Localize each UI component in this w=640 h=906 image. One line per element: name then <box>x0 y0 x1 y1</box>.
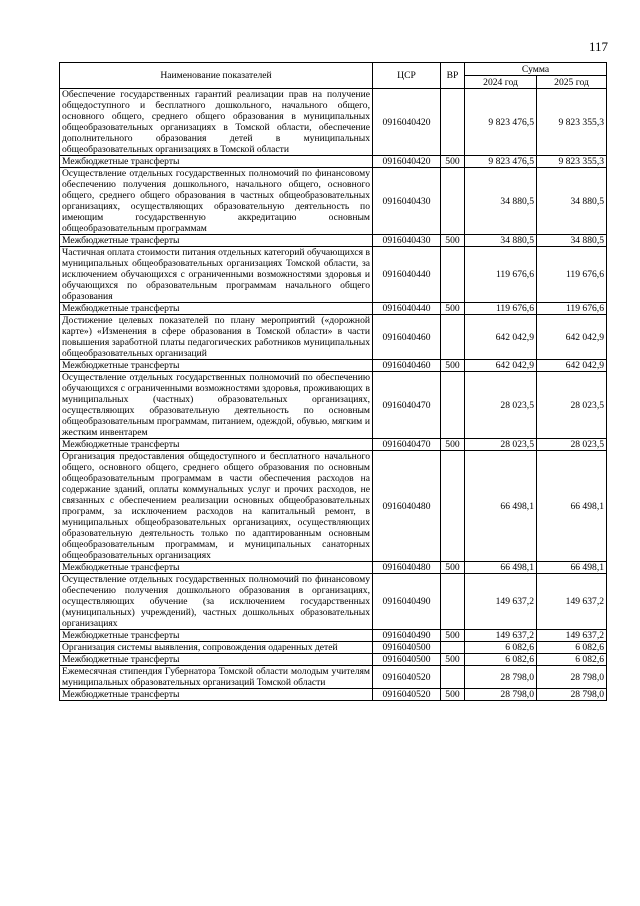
row-csr: 0916040490 <box>373 574 441 630</box>
row-name: Межбюджетные трансферты <box>60 562 373 574</box>
row-vr: 500 <box>441 689 465 701</box>
row-csr: 0916040520 <box>373 689 441 701</box>
row-vr <box>441 666 465 689</box>
row-name: Межбюджетные трансферты <box>60 630 373 642</box>
row-sum-2025: 28 023,5 <box>537 372 607 439</box>
header-sum: Сумма <box>465 63 607 76</box>
row-vr <box>441 642 465 654</box>
row-name: Межбюджетные трансферты <box>60 654 373 666</box>
table-row <box>60 372 607 439</box>
row-sum-2024: 34 880,5 <box>465 168 537 235</box>
row-sum-2025: 119 676,6 <box>537 247 607 303</box>
row-csr: 0916040470 <box>373 372 441 439</box>
row-sum-2025: 34 880,5 <box>537 168 607 235</box>
row-sum-2024: 149 637,2 <box>465 574 537 630</box>
row-csr: 0916040440 <box>373 303 441 315</box>
row-vr <box>441 451 465 562</box>
row-sum-2024: 6 082,6 <box>465 654 537 666</box>
row-sum-2025: 6 082,6 <box>537 642 607 654</box>
row-vr: 500 <box>441 562 465 574</box>
row-csr: 0916040480 <box>373 562 441 574</box>
row-name: Обеспечение государственных гарантий реализации прав на получение общедоступного и бесплатного дошкольного, начального общего, основного общего, среднего общего образования в муниципальных общеобразовательных организациях в Томской области, обеспечение дополнительного образования детей в муниципальных общеобразовательных организациях в Томской области <box>60 89 373 156</box>
row-vr <box>441 372 465 439</box>
table-row <box>60 168 607 235</box>
page-number: 117 <box>589 39 609 54</box>
row-csr: 0916040500 <box>373 642 441 654</box>
row-name: Частичная оплата стоимости питания отдельных категорий обучающихся в муниципальных общеобразовательных организациях Томской области, за исключением обучающихся с ограниченными возможностями здоровья и обучающихся по образовательным программам начального общего образования <box>60 247 373 303</box>
row-csr: 0916040430 <box>373 168 441 235</box>
row-csr: 0916040460 <box>373 360 441 372</box>
table-row <box>60 666 607 689</box>
table-row <box>60 642 607 654</box>
row-sum-2024: 66 498,1 <box>465 562 537 574</box>
row-sum-2025: 28 798,0 <box>537 666 607 689</box>
row-vr <box>441 574 465 630</box>
row-name: Межбюджетные трансферты <box>60 360 373 372</box>
row-csr: 0916040500 <box>373 654 441 666</box>
table-row <box>60 315 607 360</box>
row-vr <box>441 168 465 235</box>
table-header <box>60 63 607 89</box>
row-csr: 0916040440 <box>373 247 441 303</box>
row-sum-2024: 119 676,6 <box>465 303 537 315</box>
row-sum-2024: 34 880,5 <box>465 235 537 247</box>
row-vr: 500 <box>441 654 465 666</box>
row-name: Межбюджетные трансферты <box>60 689 373 701</box>
table-row <box>60 360 607 372</box>
row-sum-2025: 66 498,1 <box>537 562 607 574</box>
table-row <box>60 562 607 574</box>
row-vr: 500 <box>441 439 465 451</box>
row-sum-2024: 642 042,9 <box>465 315 537 360</box>
row-sum-2025: 149 637,2 <box>537 630 607 642</box>
row-name: Межбюджетные трансферты <box>60 235 373 247</box>
row-csr: 0916040520 <box>373 666 441 689</box>
table-row <box>60 303 607 315</box>
row-sum-2024: 642 042,9 <box>465 360 537 372</box>
row-sum-2025: 9 823 355,3 <box>537 156 607 168</box>
row-vr: 500 <box>441 303 465 315</box>
table-row <box>60 156 607 168</box>
row-sum-2025: 66 498,1 <box>537 451 607 562</box>
row-csr: 0916040460 <box>373 315 441 360</box>
row-sum-2025: 642 042,9 <box>537 360 607 372</box>
table-row <box>60 654 607 666</box>
row-csr: 0916040470 <box>373 439 441 451</box>
row-name: Межбюджетные трансферты <box>60 439 373 451</box>
row-vr <box>441 315 465 360</box>
row-vr: 500 <box>441 235 465 247</box>
row-sum-2025: 6 082,6 <box>537 654 607 666</box>
header-year-2024: 2024 год <box>465 76 537 89</box>
table-row <box>60 235 607 247</box>
row-name: Достижение целевых показателей по плану мероприятий («дорожной карте») «Изменения в сфере образования в Томской области» в части повышения заработной платы педагогических работников муниципальных общеобразовательных организаций <box>60 315 373 360</box>
row-sum-2024: 9 823 476,5 <box>465 89 537 156</box>
table-row <box>60 574 607 630</box>
table-row <box>60 630 607 642</box>
row-sum-2024: 149 637,2 <box>465 630 537 642</box>
row-sum-2025: 149 637,2 <box>537 574 607 630</box>
header-csr: ЦСР <box>373 63 441 89</box>
row-sum-2024: 6 082,6 <box>465 642 537 654</box>
row-sum-2024: 119 676,6 <box>465 247 537 303</box>
row-name: Осуществление отдельных государственных полномочий по финансовому обеспечению получения дошкольного образования в организациях, осуществляющих обучение (за исключением государственных (муниципальных) учреждений), частных дошкольных образовательных организациях <box>60 574 373 630</box>
table-body <box>60 89 607 701</box>
table-row <box>60 439 607 451</box>
row-sum-2025: 9 823 355,3 <box>537 89 607 156</box>
header-name: Наименование показателей <box>60 63 373 89</box>
row-sum-2024: 28 023,5 <box>465 439 537 451</box>
row-vr: 500 <box>441 630 465 642</box>
row-name: Межбюджетные трансферты <box>60 303 373 315</box>
row-csr: 0916040420 <box>373 89 441 156</box>
row-sum-2025: 642 042,9 <box>537 315 607 360</box>
table-row <box>60 89 607 156</box>
table-row <box>60 689 607 701</box>
table-row <box>60 247 607 303</box>
row-csr: 0916040420 <box>373 156 441 168</box>
row-vr: 500 <box>441 360 465 372</box>
row-name: Осуществление отдельных государственных полномочий по финансовому обеспечению получения дошкольного, начального общего, основного общего, среднего общего образования в частных общеобразовательных организациях, осуществляющих образовательную деятельность по имеющим государственную аккредитацию основным общеобразовательным программам <box>60 168 373 235</box>
row-name: Организация системы выявления, сопровождения одаренных детей <box>60 642 373 654</box>
row-vr <box>441 89 465 156</box>
row-name: Осуществление отдельных государственных полномочий по обеспечению обучающихся с ограниченными возможностями здоровья, проживающих в муниципальных (частных) образовательных организациях, осуществляющих образовательную деятельность по основным общеобразовательным программам, питанием, одеждой, обувью, мягким и жестким инвентарем <box>60 372 373 439</box>
row-vr: 500 <box>441 156 465 168</box>
row-vr <box>441 247 465 303</box>
row-sum-2025: 28 798,0 <box>537 689 607 701</box>
row-name: Ежемесячная стипендия Губернатора Томской области молодым учителям муниципальных образовательных организаций Томской области <box>60 666 373 689</box>
header-year-2025: 2025 год <box>537 76 607 89</box>
row-sum-2025: 28 023,5 <box>537 439 607 451</box>
row-name: Организация предоставления общедоступного и бесплатного начального общего, основного общего, среднего общего образования по основным общеобразовательным программам в части обеспечения расходов на содержание зданий, оплаты коммунальных услуг и прочих расходов, не связанных с обеспечением реализации основных общеобразовательных программ, за исключением расходов на капитальный ремонт, в муниципальных общеобразовательных организациях, осуществляющих образовательную деятельность только по адаптированным основным общеобразовательным программам, и муниципальных санаторных общеобразовательных организациях <box>60 451 373 562</box>
budget-table <box>59 62 607 701</box>
row-name: Межбюджетные трансферты <box>60 156 373 168</box>
row-sum-2024: 28 798,0 <box>465 666 537 689</box>
row-csr: 0916040480 <box>373 451 441 562</box>
row-sum-2024: 28 023,5 <box>465 372 537 439</box>
row-sum-2024: 28 798,0 <box>465 689 537 701</box>
header-vr: ВР <box>441 63 465 89</box>
row-sum-2025: 34 880,5 <box>537 235 607 247</box>
row-csr: 0916040490 <box>373 630 441 642</box>
table-row <box>60 451 607 562</box>
row-sum-2024: 66 498,1 <box>465 451 537 562</box>
row-csr: 0916040430 <box>373 235 441 247</box>
row-sum-2024: 9 823 476,5 <box>465 156 537 168</box>
row-sum-2025: 119 676,6 <box>537 303 607 315</box>
